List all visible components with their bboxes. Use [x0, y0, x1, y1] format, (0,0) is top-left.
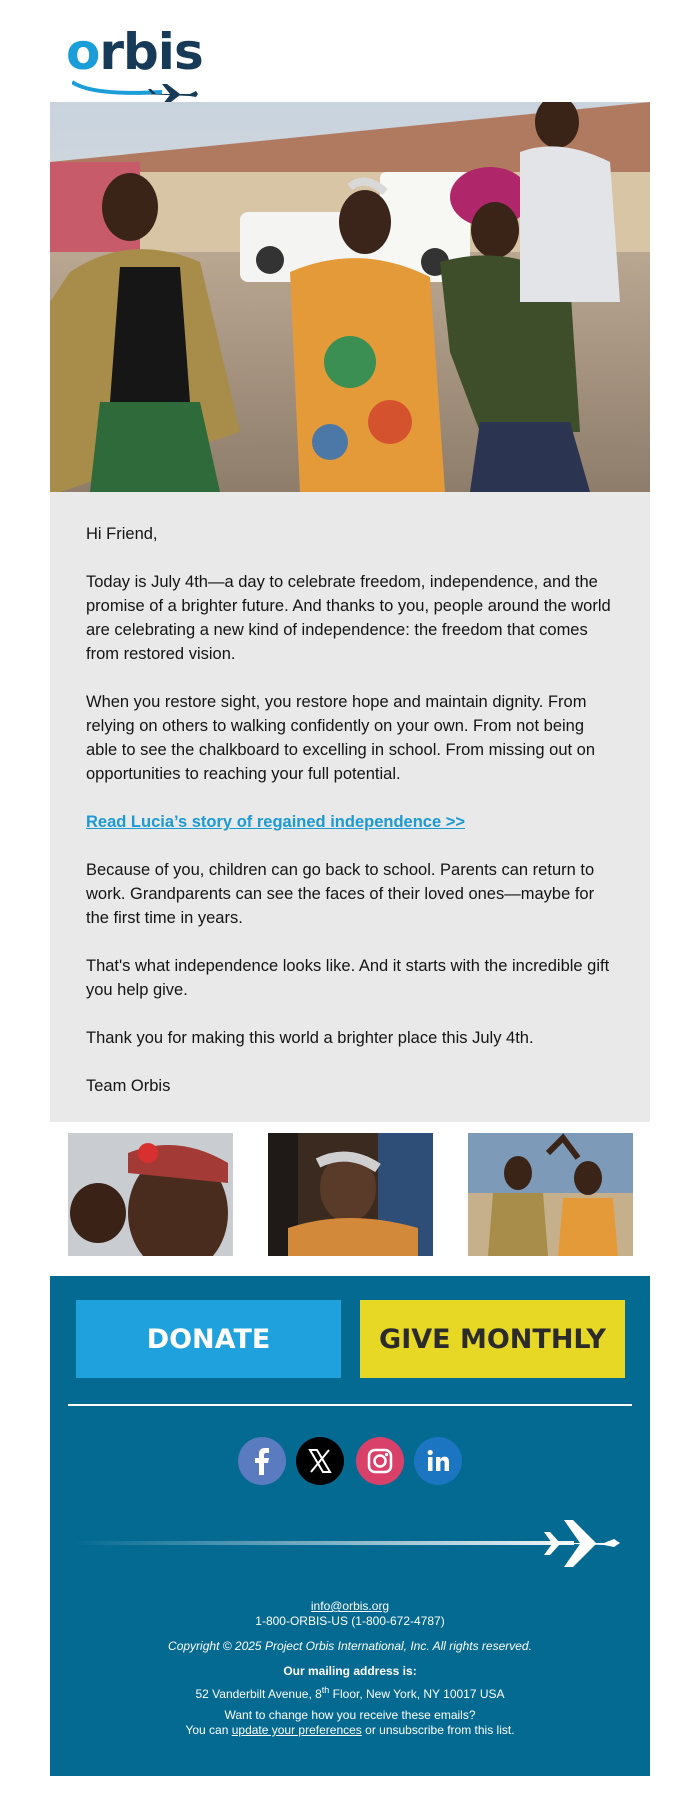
facebook-link[interactable] [238, 1437, 286, 1485]
orbis-logo[interactable] [66, 22, 203, 97]
address-city: Floor, New York, NY 10017 USA [329, 1687, 505, 1701]
signoff: Team Orbis [86, 1077, 171, 1095]
x-icon [296, 1437, 344, 1485]
linkedin-link[interactable] [414, 1437, 462, 1485]
linkedin-icon [414, 1437, 462, 1485]
paragraph-3: Because of you, children can go back to school. Parents can return to work. Grandparents can see the faces of their loved ones—maybe for the first time in years. [86, 861, 595, 927]
logo-wordmark [66, 22, 203, 82]
give-monthly-button[interactable]: GIVE MONTHLY [360, 1300, 625, 1378]
social-links [238, 1437, 462, 1485]
copyright: Copyright © 2025 Project Orbis International, Inc. All rights reserved. [168, 1639, 532, 1653]
contact-phone: 1-800-ORBIS-US (1-800-672-4787) [255, 1614, 445, 1628]
footer [50, 1276, 650, 1776]
paragraph-1: Today is July 4th—a day to celebrate freedom, independence, and the promise of a brighter future. And thanks to you, people around the world are celebrating a new kind of independence: the freedom that comes from restored vision. [86, 573, 611, 663]
story-link-paragraph [86, 810, 614, 834]
plane-trail-icon [74, 1514, 634, 1574]
contact-email-line [50, 1598, 650, 1614]
preferences-line [50, 1722, 650, 1738]
update-preferences-link[interactable]: update your preferences [231, 1723, 362, 1737]
logo-o: o [66, 23, 100, 81]
paragraph-2: When you restore sight, you restore hope and maintain dignity. From relying on others to walking confidently on your own. From not being able to see the chalkboard to excelling in school. From missing out on opportunities to reaching your full potential. [86, 693, 596, 783]
instagram-icon [356, 1437, 404, 1485]
instagram-link[interactable] [356, 1437, 404, 1485]
logo-rbis: rbis [99, 23, 203, 81]
paragraph-5: Thank you for making this world a brighter place this July 4th. [86, 1029, 534, 1047]
unsubscribe-link[interactable]: unsubscribe from this list. [379, 1723, 515, 1737]
x-link[interactable] [296, 1437, 344, 1485]
mailing-address [50, 1682, 650, 1702]
address-floor-suffix: th [321, 1685, 330, 1695]
letter-body [50, 492, 650, 1122]
hero-illustration [50, 102, 650, 492]
or-text: or [361, 1723, 380, 1737]
footer-divider [68, 1404, 632, 1406]
thumbnail-3 [468, 1133, 633, 1256]
contact-email-link[interactable]: info@orbis.org [310, 1599, 390, 1613]
mailing-heading: Our mailing address is: [283, 1664, 417, 1678]
thumbnail-2 [268, 1133, 433, 1256]
hero-photo [50, 102, 650, 492]
address-street: 52 Vanderbilt Avenue, 8 [195, 1687, 322, 1701]
photo-strip [68, 1133, 632, 1256]
thumbnail-1 [68, 1133, 233, 1256]
greeting: Hi Friend, [86, 525, 158, 543]
you-can-text: You can [185, 1723, 232, 1737]
story-link[interactable]: Read Lucia’s story of regained independence >> [86, 813, 466, 831]
facebook-icon [238, 1437, 286, 1485]
paragraph-4: That's what independence looks like. And it starts with the incredible gift you help give. [86, 957, 610, 999]
donate-button[interactable]: DONATE [76, 1300, 341, 1378]
change-prompt: Want to change how you receive these emails? [224, 1708, 476, 1722]
